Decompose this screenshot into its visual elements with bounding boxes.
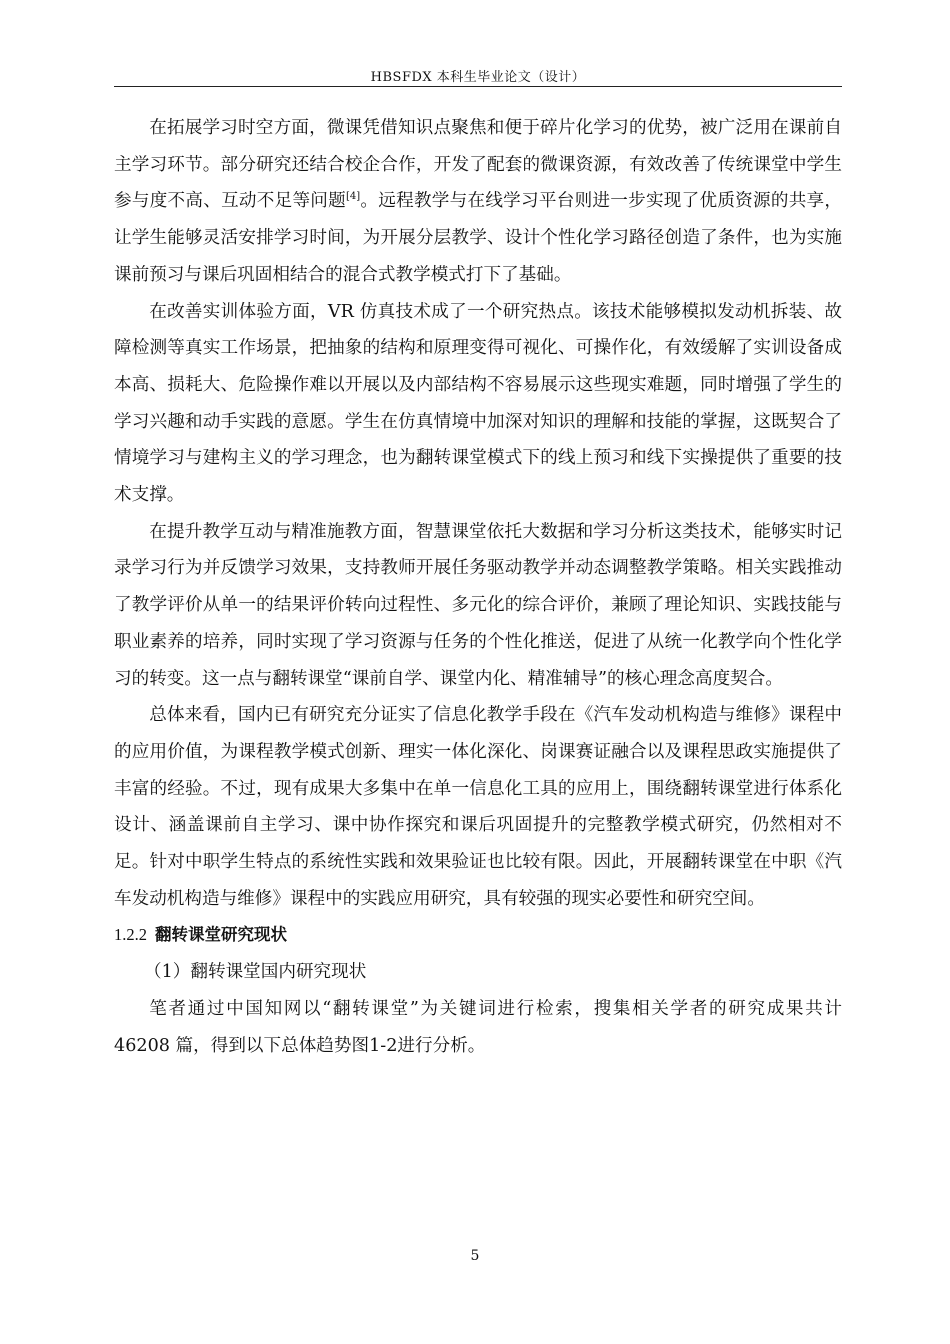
running-header: HBSFDX 本科生毕业论文（设计） bbox=[370, 70, 586, 85]
paragraph-vr-simulation: 在改善实训体验方面，VR 仿真技术成了一个研究热点。该技术能够模拟发动机拆装、故障检测等真实工作场景，把抽象的结构和原理变得可视化、可操作化，有效缓解了实训设备成本高、损耗大、危险操作难以开展以及内部结构不容易展示这些现实难题，同时增强了学生的学习兴趣和动手实践的意愿。学生在仿真情境中加深对知识的理解和技能的掌握，这既契合了情境学习与建构主义的学习理念，也为翻转课堂模式下的线上预习和线下实操提供了重要的技术支撑。 bbox=[114, 301, 842, 506]
paragraph-cnki-search: 笔者通过中国知网以“翻转课堂”为关键词进行检索，搜集相关学者的研究成果共计 46208 篇，得到以下总体趋势图1-2进行分析。 bbox=[114, 998, 842, 1056]
section-number: 1.2.2 bbox=[114, 925, 147, 945]
header-rule bbox=[114, 86, 842, 87]
citation-ref[interactable]: [4] bbox=[346, 191, 361, 203]
paragraph-summary: 总体来看，国内已有研究充分证实了信息化教学手段在《汽车发动机构造与维修》课程中的应用价值，为课程教学模式创新、理实一体化深化、岗课赛证融合以及课程思政实施提供了丰富的经验。不过，现有成果大多集中在单一信息化工具的应用上，围绕翻转课堂进行体系化设计、涵盖课前自主学习、课中协作探究和课后巩固提升的完整教学模式研究，仍然相对不足。针对中职学生特点的系统性实践和效果验证也比较有限。因此，开展翻转课堂在中职《汽车发动机构造与维修》课程中的实践应用研究，具有较强的现实必要性和研究空间。 bbox=[114, 705, 842, 909]
paragraph-text: 在拓展学习时空方面，微课凭借知识点聚焦和便于碎片化学习的优势，被广泛用在课前自主学习环节。部分研究还结合校企合作，开发了配套的微课资源，有效改善了传统课堂中学生参与度不高、互动不足等问题 bbox=[114, 118, 842, 212]
subsection-heading: （1）翻转课堂国内研究现状 bbox=[144, 962, 367, 983]
section-title: 翻转课堂研究现状 bbox=[155, 925, 287, 945]
paragraph-text: 。远程教学与在线学习平台则进一步实现了优质资源的共享，让学生能够灵活安排学习时间，为开展分层教学、设计个性化学习路径创造了条件，也为实施课前预习与课后巩固相结合的混合式教学模式打下了基础。 bbox=[114, 191, 842, 285]
paragraph-microlecture bbox=[114, 110, 842, 294]
section-heading bbox=[114, 917, 842, 954]
paragraph-smart-classroom: 在提升教学互动与精准施教方面，智慧课堂依托大数据和学习分析这类技术，能够实时记录学习行为并反馈学习效果，支持教师开展任务驱动教学并动态调整教学策略。相关实践推动了教学评价从单一的结果评价转向过程性、多元化的综合评价，兼顾了理论知识、实践技能与职业素养的培养，同时实现了学习资源与任务的个性化推送，促进了从统一化教学向个性化学习的转变。这一点与翻转课堂“课前自学、课堂内化、精准辅导”的核心理念高度契合。 bbox=[114, 521, 842, 689]
document-body bbox=[114, 110, 842, 1064]
page-number: 5 bbox=[470, 1248, 480, 1264]
